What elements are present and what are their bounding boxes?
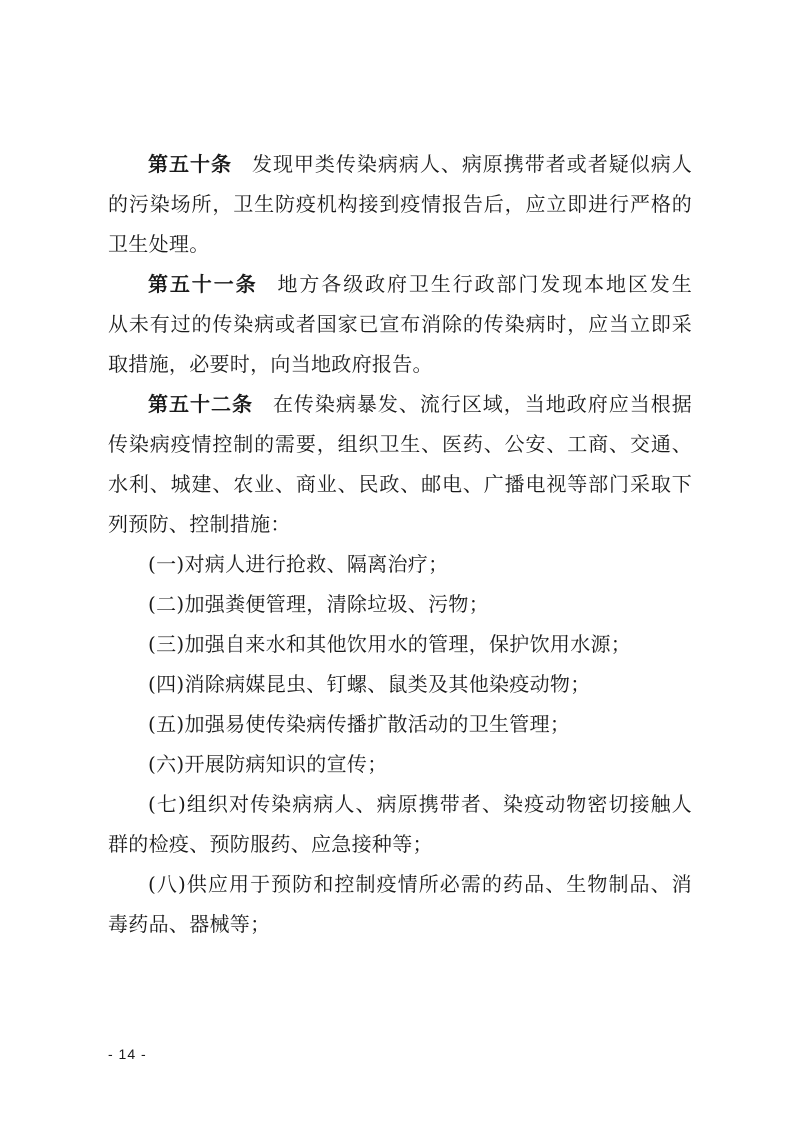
- article-52-line-3: 水利、城建、农业、商业、民政、邮电、广播电视等部门采取下: [108, 472, 692, 496]
- article-51-line-1: [108, 266, 692, 306]
- article-51-label: 第五十一条: [148, 272, 258, 296]
- page-number: - 14 -: [108, 1046, 147, 1062]
- article-50-text-1: 发现甲类传染病病人、病原携带者或者疑似病人: [251, 152, 692, 176]
- measure-3: (三)加强自来水和其他饮用水的管理，保护饮用水源；: [148, 632, 632, 656]
- article-51-line-2: 从未有过的传染病或者国家已宣布消除的传染病时，应当立即采: [108, 312, 692, 336]
- article-52-text-1: 在传染病暴发、流行区域，当地政府应当根据: [272, 392, 692, 416]
- article-51-line-3: 取措施，必要时，向当地政府报告。: [108, 352, 433, 376]
- article-52-line-4: 列预防、控制措施：: [108, 512, 291, 536]
- article-51-text-1: 地方各级政府卫生行政部门发现本地区发生: [277, 272, 692, 296]
- measure-8-line-2: 毒药品、器械等；: [108, 912, 271, 936]
- article-50-line-3: 卫生处理。: [108, 232, 210, 256]
- measure-8-line-1: (八)供应用于预防和控制疫情所必需的药品、生物制品、消: [148, 872, 692, 896]
- article-52-line-2: 传染病疫情控制的需要，组织卫生、医药、公安、工商、交通、: [108, 432, 692, 456]
- document-body: [108, 146, 692, 946]
- article-52-line-1: [108, 386, 692, 426]
- measure-7-line-1: (七)组织对传染病病人、病原携带者、染疫动物密切接触人: [148, 792, 692, 816]
- measure-4: (四)消除病媒昆虫、钉螺、鼠类及其他染疫动物；: [148, 672, 591, 696]
- measure-1: (一)对病人进行抢救、隔离治疗；: [148, 552, 449, 576]
- measure-7-line-2: 群的检疫、预防服药、应急接种等；: [108, 832, 433, 856]
- measure-2: (二)加强粪便管理，清除垃圾、污物；: [148, 592, 490, 616]
- measure-5: (五)加强易使传染病传播扩散活动的卫生管理；: [148, 712, 571, 736]
- article-50-line-2: 的污染场所，卫生防疫机构接到疫情报告后，应立即进行严格的: [108, 192, 692, 216]
- article-50-line-1: [108, 146, 692, 186]
- measure-6: (六)开展防病知识的宣传；: [148, 752, 388, 776]
- article-50-label: 第五十条: [148, 152, 232, 176]
- article-52-label: 第五十二条: [148, 392, 253, 416]
